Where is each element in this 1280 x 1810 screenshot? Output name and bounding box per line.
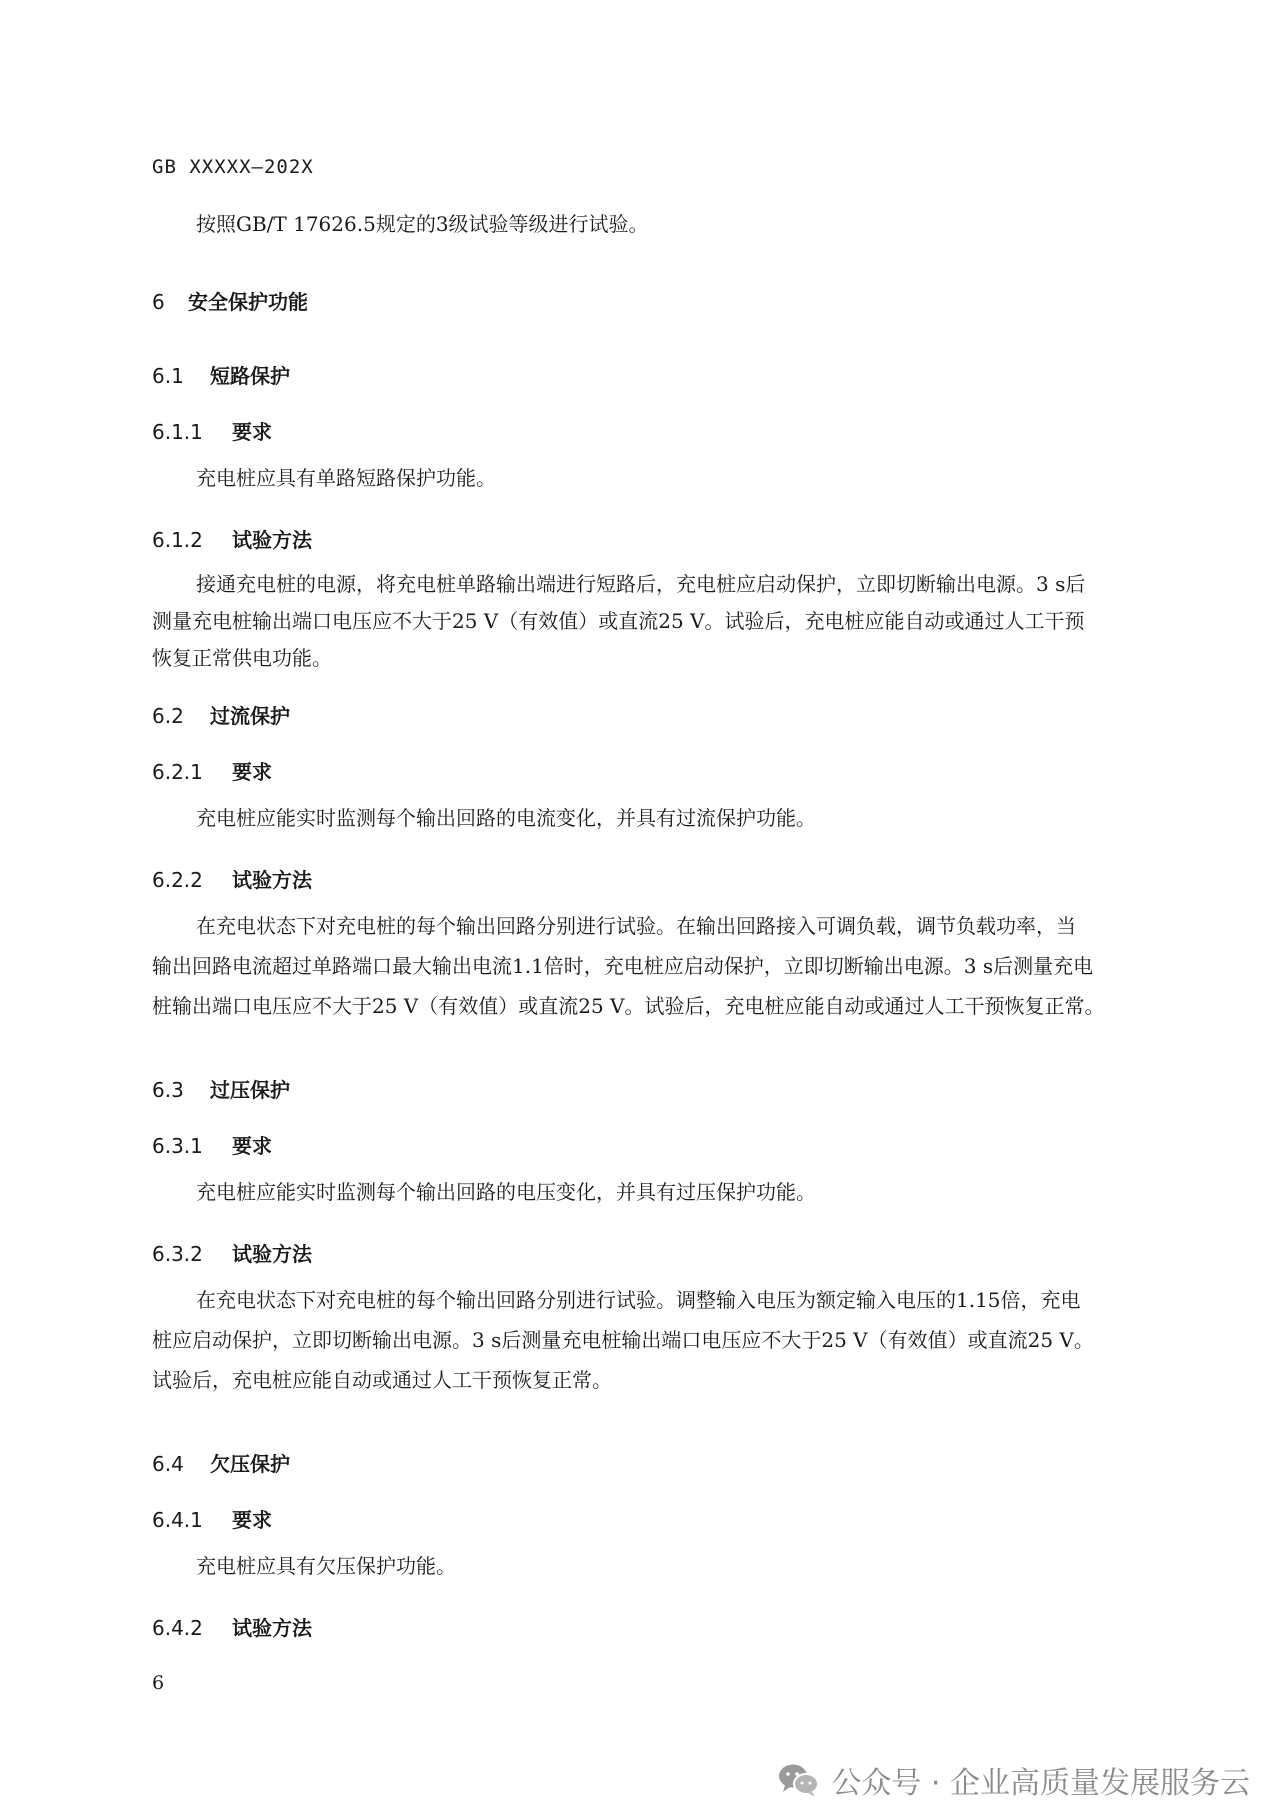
section-title: 要求	[232, 420, 272, 444]
section-6-1-1-heading	[152, 416, 272, 445]
body-line: 充电桩应具有单路短路保护功能。	[196, 466, 496, 490]
section-title: 过压保护	[210, 1078, 290, 1102]
section-title: 过流保护	[210, 704, 290, 728]
section-6-2-1-heading	[152, 756, 272, 785]
body-line: 恢复正常供电功能。	[152, 646, 332, 670]
body-line: 充电桩应能实时监测每个输出回路的电压变化，并具有过压保护功能。	[196, 1180, 816, 1204]
body-line: 试验后，充电桩应能自动或通过人工干预恢复正常。	[152, 1368, 612, 1392]
section-number: 6.4.1	[152, 1508, 203, 1532]
section-6-1-1-body	[152, 460, 1162, 497]
section-title: 要求	[232, 1134, 272, 1158]
watermark	[777, 1758, 1250, 1802]
section-number: 6	[152, 290, 165, 314]
section-title: 短路保护	[210, 364, 290, 388]
wechat-icon	[777, 1762, 821, 1798]
section-6-3-1-body	[152, 1174, 1162, 1211]
section-6-3-1-heading	[152, 1130, 272, 1159]
section-number: 6.4	[152, 1452, 184, 1476]
section-6-4-2-heading	[152, 1612, 312, 1641]
intro-paragraph	[152, 206, 1162, 243]
section-number: 6.3	[152, 1078, 184, 1102]
body-line: 桩应启动保护，立即切断输出电源。3 s后测量充电桩输出端口电压应不大于25 V（有效值）或直流25 V。	[152, 1328, 1094, 1352]
section-number: 6.4.2	[152, 1616, 203, 1640]
body-line: 充电桩应能实时监测每个输出回路的电流变化，并具有过流保护功能。	[196, 806, 816, 830]
section-title: 安全保护功能	[188, 290, 308, 314]
body-line: 充电桩应具有欠压保护功能。	[196, 1554, 456, 1578]
section-number: 6.1.2	[152, 528, 203, 552]
section-6-4-1-body	[152, 1548, 1162, 1585]
section-number: 6.2.1	[152, 760, 203, 784]
section-6-4-heading	[152, 1448, 290, 1477]
section-6-2-1-body	[152, 800, 1162, 837]
page-number: 6	[152, 1672, 165, 1694]
intro-line: 按照GB/T 17626.5规定的3级试验等级进行试验。	[196, 212, 649, 236]
section-title: 试验方法	[232, 528, 312, 552]
section-number: 6.3.2	[152, 1242, 203, 1266]
section-title: 试验方法	[232, 868, 312, 892]
section-6-heading	[152, 286, 308, 315]
body-line: 测量充电桩输出端口电压应不大于25 V（有效值）或直流25 V。试验后，充电桩应能自动或通过人工干预	[152, 609, 1085, 633]
section-6-2-2-body	[152, 906, 1162, 1026]
section-6-2-heading	[152, 700, 290, 729]
section-6-1-2-body	[152, 566, 1162, 677]
section-number: 6.2	[152, 704, 184, 728]
section-title: 欠压保护	[210, 1452, 290, 1476]
section-number: 6.3.1	[152, 1134, 203, 1158]
body-line: 在充电状态下对充电桩的每个输出回路分别进行试验。在输出回路接入可调负载，调节负载功率，当	[196, 914, 1076, 938]
watermark-text: 公众号 · 企业高质量发展服务云	[831, 1766, 1250, 1801]
section-title: 要求	[232, 760, 272, 784]
section-6-4-1-heading	[152, 1504, 272, 1533]
section-title: 试验方法	[232, 1616, 312, 1640]
section-6-1-heading	[152, 360, 290, 389]
section-title: 要求	[232, 1508, 272, 1532]
body-line: 桩输出端口电压应不大于25 V（有效值）或直流25 V。试验后，充电桩应能自动或通过人工干预恢复正常。	[152, 994, 1105, 1018]
section-number: 6.1	[152, 364, 184, 388]
section-6-1-2-heading	[152, 524, 312, 553]
section-6-3-heading	[152, 1074, 290, 1103]
section-6-3-2-body	[152, 1280, 1162, 1400]
section-number: 6.2.2	[152, 868, 203, 892]
document-code: GB XXXXX—202X	[152, 156, 314, 178]
body-line: 输出回路电流超过单路端口最大输出电流1.1倍时，充电桩应启动保护，立即切断输出电源。3 s后测量充电	[152, 954, 1094, 978]
section-6-2-2-heading	[152, 864, 312, 893]
body-line: 在充电状态下对充电桩的每个输出回路分别进行试验。调整输入电压为额定输入电压的1.15倍，充电	[196, 1288, 1081, 1312]
body-line: 接通充电桩的电源，将充电桩单路输出端进行短路后，充电桩应启动保护，立即切断输出电源。3 s后	[196, 572, 1086, 596]
section-6-3-2-heading	[152, 1238, 312, 1267]
section-number: 6.1.1	[152, 420, 203, 444]
section-title: 试验方法	[232, 1242, 312, 1266]
